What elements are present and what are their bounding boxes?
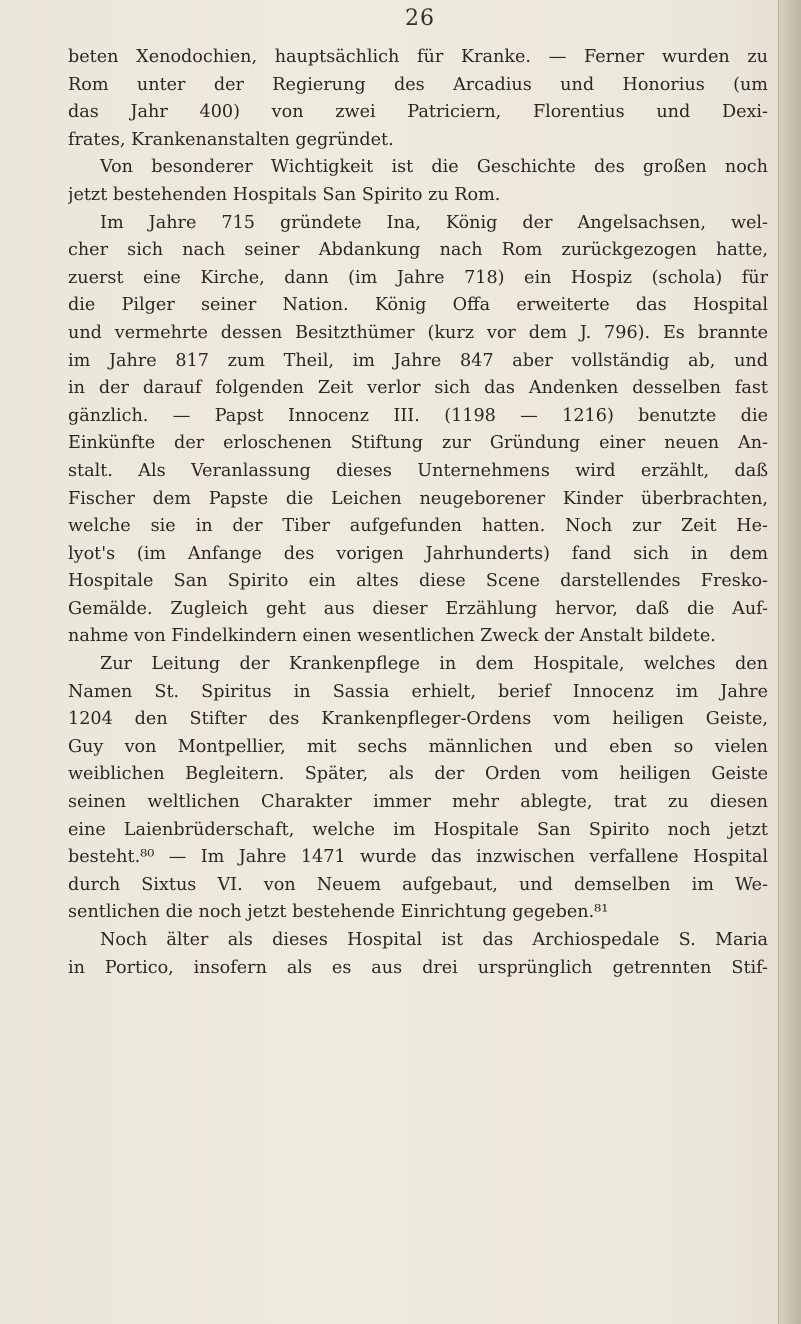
text-line: im Jahre 817 zum Theil, im Jahre 847 aber vollständig ab, und	[68, 350, 768, 371]
text-line: die Pilger seiner Nation. König Offa erweiterte das Hospital	[68, 295, 768, 316]
text-line: sentlichen die noch jetzt bestehende Einrichtung gegeben.⁸¹	[68, 902, 609, 923]
text-line: Von besonderer Wichtigkeit ist die Geschichte des großen noch	[100, 157, 768, 178]
body-text	[68, 44, 768, 982]
text-line: nahme von Findelkindern einen wesentlichen Zweck der Anstalt bildete.	[68, 626, 716, 647]
text-line: Guy von Montpellier, mit sechs männlichen und eben so vielen	[68, 736, 768, 757]
text-line: Hospitale San Spirito ein altes diese Scene darstellendes Fresko-	[68, 571, 768, 592]
text-line: lyot's (im Anfange des vorigen Jahrhunderts) fand sich in dem	[68, 543, 768, 564]
text-line: in der darauf folgenden Zeit verlor sich das Andenken desselben fast	[68, 378, 768, 399]
text-line: durch Sixtus VI. von Neuem aufgebaut, und demselben im We-	[68, 874, 768, 895]
text-line: beten Xenodochien, hauptsächlich für Kranke. — Ferner wurden zu	[68, 47, 768, 67]
text-line: besteht.⁸⁰ — Im Jahre 1471 wurde das inzwischen verfallene Hospital	[68, 847, 768, 868]
text-line: Rom unter der Regierung des Arcadius und Honorius (um	[68, 74, 768, 95]
text-line: Einkünfte der erloschenen Stiftung zur Gründung einer neuen An-	[68, 433, 768, 454]
text-line: eine Laienbrüderschaft, welche im Hospitale San Spirito noch jetzt	[68, 819, 768, 840]
page-edge	[778, 0, 801, 1324]
text-line: welche sie in der Tiber aufgefunden hatten. Noch zur Zeit He-	[68, 516, 768, 537]
text-line: gänzlich. — Papst Innocenz III. (1198 — 1216) benutzte die	[68, 405, 768, 426]
text-line: weiblichen Begleitern. Später, als der Orden vom heiligen Geiste	[68, 764, 768, 785]
text-line: stalt. Als Veranlassung dieses Unternehmens wird erzählt, daß	[68, 460, 768, 481]
text-line: zuerst eine Kirche, dann (im Jahre 718) ein Hospiz (schola) für	[68, 267, 768, 288]
text-line: Gemälde. Zugleich geht aus dieser Erzählung hervor, daß die Auf-	[68, 598, 768, 619]
text-line: frates, Krankenanstalten gegründet.	[68, 129, 394, 150]
text-line: 1204 den Stifter des Krankenpfleger-Ordens vom heiligen Geiste,	[68, 709, 768, 730]
text-line: seinen weltlichen Charakter immer mehr ablegte, trat zu diesen	[68, 792, 768, 813]
text-line: das Jahr 400) von zwei Patriciern, Florentius und Dexi-	[68, 102, 768, 123]
text-line: und vermehrte dessen Besitzthümer (kurz vor dem J. 796). Es brannte	[68, 322, 768, 343]
text-line: Im Jahre 715 gründete Ina, König der Angelsachsen, wel-	[100, 212, 768, 233]
text-line: Namen St. Spiritus in Sassia erhielt, berief Innocenz im Jahre	[68, 681, 768, 702]
text-line: Fischer dem Papste die Leichen neugeborener Kinder überbrachten,	[68, 488, 768, 509]
text-line: Noch älter als dieses Hospital ist das Archiospedale S. Maria	[100, 930, 768, 950]
page-number: 26	[405, 6, 435, 31]
text-line: cher sich nach seiner Abdankung nach Rom zurückgezogen hatte,	[68, 240, 768, 261]
text-line: in Portico, insofern als es aus drei ursprünglich getrennten Stif-	[68, 957, 768, 978]
text-line: jetzt bestehenden Hospitals San Spirito zu Rom.	[68, 184, 501, 205]
text-line: Zur Leitung der Krankenpflege in dem Hospitale, welches den	[100, 654, 768, 675]
